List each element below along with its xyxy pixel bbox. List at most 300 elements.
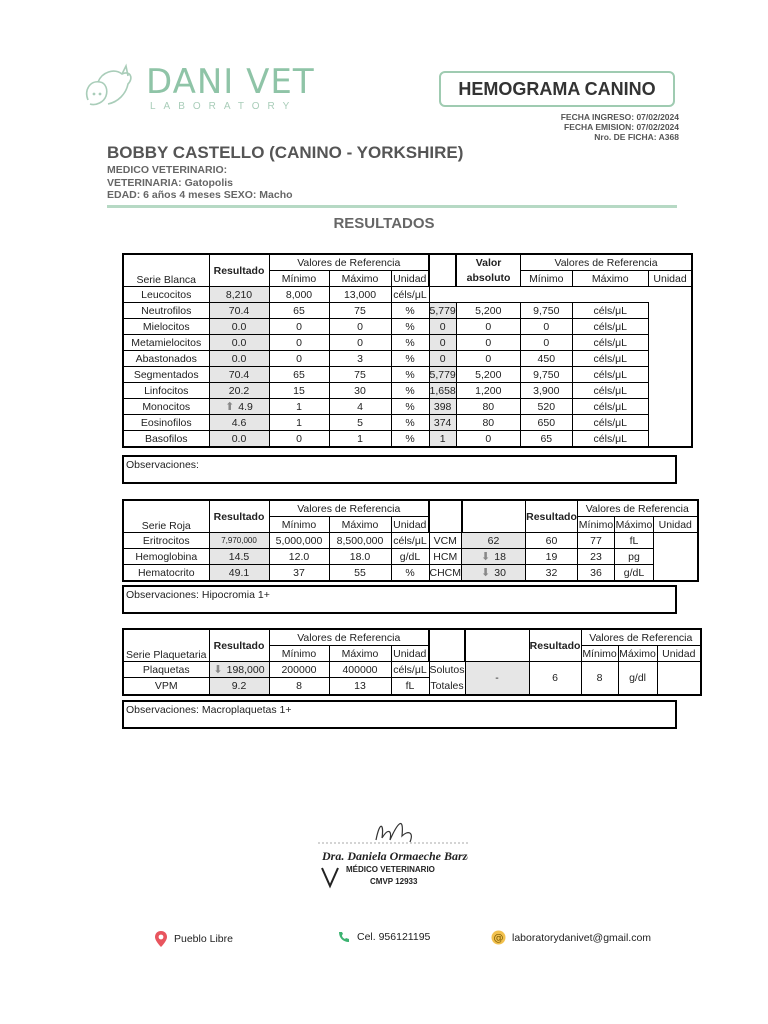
abs-ref-min-value: 80 <box>482 400 495 413</box>
plaq-resultado-header: Resultado <box>209 629 269 662</box>
roja-idx-unidad-header: Unidad <box>654 517 698 533</box>
abs-ref-min-value: 0 <box>485 432 492 445</box>
analyte-name <box>123 287 209 303</box>
ref-max <box>329 367 391 383</box>
unit-value: % <box>405 368 415 381</box>
index-ref-min-value: 19 <box>545 550 558 563</box>
analyte-name-value: Plaquetas <box>142 663 190 676</box>
unit-value: % <box>405 566 415 579</box>
ref-max <box>329 383 391 399</box>
abs-unit-value: céls/μL <box>593 336 628 349</box>
unit <box>391 367 429 383</box>
abs-ref-max <box>520 431 572 448</box>
absolute-value-value: 0 <box>439 320 446 333</box>
valores-ref-abs-header: Valores de Referencia <box>520 254 692 271</box>
ref-min <box>269 287 329 303</box>
abs-ref-min-value: 1,200 <box>475 384 502 397</box>
abs-ref-max <box>520 303 572 319</box>
signature-block <box>318 810 468 890</box>
nro-ficha: Nro. DE FICHA: A368 <box>594 132 679 142</box>
table-row <box>123 319 692 335</box>
roja-idx-valores-ref-header: Valores de Referencia <box>578 500 698 517</box>
table-row <box>123 367 692 383</box>
ref-max <box>329 303 391 319</box>
index-unit-value: g/dL <box>623 566 645 579</box>
ref-min-value: 200000 <box>281 663 317 676</box>
table-row <box>123 351 692 367</box>
abs-unit <box>572 351 648 367</box>
ref-min-value: 8,000 <box>285 288 313 301</box>
analyte-name-value: VPM <box>154 680 178 693</box>
abs-unit-value: céls/μL <box>593 320 628 333</box>
ref-max <box>329 549 391 565</box>
abs-ref-max-value: 3,900 <box>533 384 560 397</box>
index-name <box>429 533 462 549</box>
results-title: RESULTADOS <box>333 215 435 232</box>
abs-unit-value: céls/μL <box>593 384 628 397</box>
index-name <box>429 549 462 565</box>
unit-value: céls/μL <box>393 534 427 547</box>
abs-ref-min <box>456 351 520 367</box>
abs-ref-max-value: 650 <box>537 416 556 429</box>
index-result <box>462 565 526 582</box>
arrow-down-icon: ⬇ <box>481 567 491 579</box>
ref-min <box>269 662 329 678</box>
abs-ref-max <box>520 399 572 415</box>
result-value: 198,000 <box>226 664 265 677</box>
abs-ref-min-value: 5,200 <box>475 368 502 381</box>
resultado-header: Resultado <box>209 254 269 287</box>
abs-unit-value: céls/μL <box>593 416 628 429</box>
result-value: 70.4 <box>228 304 250 317</box>
analyte-name-value: Leucocitos <box>141 288 192 301</box>
solutos-totales-label <box>429 662 465 696</box>
serie-blanca-table <box>122 253 693 448</box>
analyte-name <box>123 399 209 415</box>
result-value: 49.1 <box>228 566 250 579</box>
analyte-name-value: Hemoglobina <box>135 550 198 563</box>
ref-min-value: 5,000,000 <box>275 534 323 547</box>
result <box>209 319 269 335</box>
abs-unit <box>572 431 648 448</box>
ref-max-value: 1 <box>357 432 363 445</box>
ref-max <box>329 319 391 335</box>
ref-min <box>269 335 329 351</box>
email-text[interactable]: laboratorydanivet@gmail.com <box>512 931 652 944</box>
absolute-value-value: 374 <box>433 416 452 429</box>
result-value: 4.9 <box>238 401 253 413</box>
abs-ref-min <box>456 399 520 415</box>
unidad-header: Unidad <box>391 271 429 287</box>
index-result <box>462 549 526 565</box>
valores-ref-header: Valores de Referencia <box>269 254 429 271</box>
index-ref-max <box>578 549 615 565</box>
table-row <box>123 335 692 351</box>
unit <box>391 415 429 431</box>
result-value: 0.0 <box>231 352 247 365</box>
abs-ref-min <box>456 335 520 351</box>
ref-min-value: 65 <box>293 368 305 381</box>
index-ref-min-value: 32 <box>545 566 558 579</box>
footer-email[interactable] <box>491 930 651 945</box>
solutos-ref-max <box>581 662 618 696</box>
solutos-result <box>465 662 529 696</box>
ref-min <box>269 303 329 319</box>
abs-ref-max-value: 520 <box>537 400 556 413</box>
phone-text: Cel. 956121195 <box>357 931 431 943</box>
unit <box>391 303 429 319</box>
maximo-header: Máximo <box>329 271 391 287</box>
index-name-value: HCM <box>433 550 458 563</box>
result-value: 0.0 <box>231 432 247 445</box>
index-unit-value: pg <box>628 550 640 563</box>
footer-location <box>154 930 233 948</box>
abs-unit <box>572 367 648 383</box>
index-result-value: 30 <box>494 567 506 579</box>
solutos-unit <box>618 662 657 696</box>
analyte-name-value: Mielocitos <box>142 320 190 333</box>
plaq-sol-valores-ref-header: Valores de Referencia <box>581 629 701 646</box>
dog-cat-logo-icon <box>80 62 142 120</box>
analyte-name <box>123 662 209 678</box>
absolute-value-value: 0 <box>439 336 446 349</box>
index-unit <box>615 533 654 549</box>
abs-unit <box>572 319 648 335</box>
abs-ref-min <box>456 319 520 335</box>
absolute-value-value: 398 <box>433 400 452 413</box>
index-name-value: CHCM <box>429 566 461 579</box>
ref-max <box>329 351 391 367</box>
ref-min-value: 8 <box>296 680 302 693</box>
ref-min-value: 37 <box>293 566 305 579</box>
abs-ref-min <box>456 431 520 448</box>
valor-header: Valor <box>456 254 520 271</box>
ref-min <box>269 415 329 431</box>
roja-resultado-header: Resultado <box>209 500 269 533</box>
analyte-name-value: Monocitos <box>142 400 191 413</box>
abs-unit <box>572 303 648 319</box>
ref-max-value: 400000 <box>342 663 378 676</box>
roja-minimo-header: Mínimo <box>269 517 329 533</box>
ref-min-value: 1 <box>296 400 302 413</box>
unit <box>391 351 429 367</box>
analyte-name-value: Basofilos <box>144 432 188 445</box>
index-unit <box>615 549 654 565</box>
index-unit-value: fL <box>629 534 639 547</box>
serie-plaquetaria-label: Serie Plaquetaria <box>123 629 209 662</box>
analyte-name <box>123 367 209 383</box>
index-ref-max-value: 23 <box>590 550 602 563</box>
result-value: 4.6 <box>231 416 247 429</box>
arrow-down-icon: ⬇ <box>213 664 223 677</box>
document-title: HEMOGRAMA CANINO <box>439 71 675 107</box>
table-row <box>123 303 692 319</box>
abs-minimo-header: Mínimo <box>520 271 572 287</box>
unit-value: % <box>405 432 415 445</box>
serie-blanca-label: Serie Blanca <box>123 254 209 287</box>
unit-value: % <box>405 320 415 333</box>
unit <box>391 335 429 351</box>
absolute-value-value: 5,779 <box>429 368 456 381</box>
ref-max-value: 55 <box>354 566 366 579</box>
abs-unit-value: céls/μL <box>593 432 628 445</box>
index-result <box>462 533 526 549</box>
abs-ref-min-value: 0 <box>485 352 492 365</box>
abs-ref-max-value: 0 <box>543 320 550 333</box>
result <box>209 367 269 383</box>
abs-unit-value: céls/μL <box>593 400 628 413</box>
analyte-name <box>123 549 209 565</box>
result <box>209 351 269 367</box>
index-ref-min <box>526 565 578 582</box>
abs-ref-min-value: 0 <box>485 320 492 333</box>
table-row <box>123 549 698 565</box>
roja-maximo-header: Máximo <box>329 517 391 533</box>
result-value: 9.2 <box>231 680 247 693</box>
absoluto-header: absoluto <box>456 271 520 287</box>
brand-name: DANI VET <box>146 62 315 102</box>
result <box>209 383 269 399</box>
result-value: 7,970,000 <box>221 536 257 545</box>
empty-cell <box>429 287 648 303</box>
arrow-up-icon: ⬆ <box>225 401 235 413</box>
plaq-unidad-header: Unidad <box>391 646 429 662</box>
absolute-value <box>429 367 456 383</box>
absolute-value-value: 1,658 <box>429 384 456 397</box>
table-row <box>123 383 692 399</box>
ref-max <box>329 565 391 582</box>
analyte-name-value: Eosinofilos <box>140 416 192 429</box>
result-value: 8,210 <box>225 288 253 301</box>
roja-idx-maximo-header: Máximo <box>615 518 653 531</box>
index-name <box>429 565 462 582</box>
index-ref-max <box>578 533 615 549</box>
unit <box>391 533 429 549</box>
index-ref-min-value: 60 <box>545 534 558 547</box>
unit-value: % <box>405 336 415 349</box>
ref-max-value: 13,000 <box>343 288 377 301</box>
ref-max <box>329 335 391 351</box>
ref-min-value: 15 <box>293 384 305 397</box>
unit-value: % <box>405 416 415 429</box>
abs-ref-min-value: 0 <box>485 336 492 349</box>
analyte-name <box>123 319 209 335</box>
plaq-maximo-header: Máximo <box>329 646 391 662</box>
unit-value: % <box>405 304 415 317</box>
plaq-sol-maximo-header: Máximo <box>619 647 656 660</box>
absolute-value <box>429 319 456 335</box>
plaq-sol-resultado-header: Resultado <box>529 629 581 662</box>
unit <box>391 319 429 335</box>
ref-max-value: 3 <box>357 352 363 365</box>
abs-ref-min <box>456 383 520 399</box>
roja-idx-resultado-header: Resultado <box>526 500 578 533</box>
abs-unidad-header: Unidad <box>648 271 692 287</box>
ref-max <box>329 415 391 431</box>
table-row <box>123 565 698 582</box>
solutos-line1: Solutos <box>429 664 465 676</box>
solutos-ref-min <box>529 662 581 696</box>
abs-ref-max <box>520 319 572 335</box>
abs-ref-min <box>456 367 520 383</box>
absolute-value-value: 1 <box>439 432 446 445</box>
analyte-name <box>123 383 209 399</box>
abs-ref-max-value: 65 <box>540 432 553 445</box>
plaq-minimo-header: Mínimo <box>269 646 329 662</box>
abs-unit <box>572 415 648 431</box>
abs-unit <box>572 335 648 351</box>
abs-ref-min-value: 80 <box>482 416 495 429</box>
serie-roja-label: Serie Roja <box>123 500 209 533</box>
solutos-ref-min-value: 6 <box>552 672 558 684</box>
phone-icon <box>337 930 351 944</box>
ref-max-value: 5 <box>357 416 363 429</box>
serie-roja-table <box>122 499 699 582</box>
fecha-ingreso: FECHA INGRESO: 07/02/2024 <box>560 112 679 122</box>
ref-max-value: 8,500,000 <box>336 534 384 547</box>
index-unit <box>615 565 654 582</box>
table-row <box>123 662 701 678</box>
ref-min <box>269 678 329 695</box>
result-value: 20.2 <box>228 384 250 397</box>
analyte-name-value: Linfocitos <box>144 384 189 397</box>
abs-unit <box>572 383 648 399</box>
analyte-name <box>123 335 209 351</box>
abs-ref-max <box>520 383 572 399</box>
ref-min-value: 1 <box>296 416 302 429</box>
ref-max-value: 75 <box>354 368 366 381</box>
analyte-name <box>123 431 209 448</box>
ref-max <box>329 431 391 448</box>
ref-max-value: 0 <box>357 320 363 333</box>
abs-ref-min <box>456 303 520 319</box>
serie-plaquetaria-table <box>122 628 702 696</box>
plaq-sol-unidad-header: Unidad <box>657 646 701 662</box>
roja-valores-ref-header: Valores de Referencia <box>269 500 429 517</box>
index-name-value: VCM <box>433 534 457 547</box>
result <box>209 399 269 415</box>
ref-min-value: 12.0 <box>288 550 310 563</box>
ref-max-value: 30 <box>354 384 366 397</box>
svg-text:@: @ <box>493 933 504 944</box>
unit-value: céls/μL <box>393 288 427 301</box>
index-ref-min <box>526 533 578 549</box>
ref-min <box>269 399 329 415</box>
plaq-observaciones: Observaciones: Macroplaquetas 1+ <box>122 700 677 729</box>
edad-sexo: EDAD: 6 años 4 meses SEXO: Macho <box>107 189 293 201</box>
unit <box>391 662 429 678</box>
table-row <box>123 415 692 431</box>
abs-ref-min-value: 5,200 <box>475 304 502 317</box>
analyte-name <box>123 351 209 367</box>
meta-block <box>561 112 679 142</box>
result-value: 14.5 <box>228 550 250 563</box>
absolute-value-value: 5,779 <box>429 304 456 317</box>
analyte-name <box>123 415 209 431</box>
result <box>209 549 269 565</box>
absolute-value <box>429 303 456 319</box>
abs-ref-max-value: 9,750 <box>533 304 560 317</box>
abs-unit-value: céls/μL <box>593 304 628 317</box>
location-pin-icon <box>154 930 168 948</box>
minimo-header: Mínimo <box>269 271 329 287</box>
analyte-name <box>123 565 209 582</box>
footer-phone <box>337 930 430 944</box>
result-value: 0.0 <box>231 336 247 349</box>
result <box>209 565 269 582</box>
unit <box>391 565 429 582</box>
solutos-ref-max-value: 8 <box>596 672 603 684</box>
abs-ref-max-value: 450 <box>537 352 556 365</box>
ref-max-value: 4 <box>357 400 363 413</box>
analyte-name <box>123 303 209 319</box>
header-divider <box>107 205 677 208</box>
ref-max <box>329 662 391 678</box>
ref-min <box>269 549 329 565</box>
solutos-result-value: - <box>495 672 499 684</box>
ref-min-value: 0 <box>296 336 302 349</box>
ref-min <box>269 383 329 399</box>
table-row <box>123 533 698 549</box>
result <box>209 335 269 351</box>
ref-min-value: 0 <box>296 320 302 333</box>
ref-min <box>269 533 329 549</box>
index-ref-max <box>578 565 615 582</box>
signature-title: MÉDICO VETERINARIO <box>346 865 435 874</box>
ref-max-value: 13 <box>354 680 366 693</box>
result <box>209 303 269 319</box>
result <box>209 431 269 448</box>
ref-max-value: 75 <box>354 304 366 317</box>
index-ref-max-value: 77 <box>590 534 602 547</box>
abs-unit-value: céls/μL <box>593 352 628 365</box>
absolute-value <box>429 351 456 367</box>
absolute-value <box>429 383 456 399</box>
index-ref-max-value: 36 <box>590 566 602 579</box>
abs-ref-max <box>520 415 572 431</box>
analyte-name <box>123 533 209 549</box>
abs-ref-max <box>520 351 572 367</box>
roja-idx-minimo-header: Mínimo <box>578 518 614 531</box>
table-row <box>123 431 692 448</box>
analyte-name-value: Eritrocitos <box>142 534 190 547</box>
ref-max-value: 0 <box>357 336 363 349</box>
fecha-emision: FECHA EMISION: 07/02/2024 <box>564 122 679 132</box>
abs-ref-min <box>456 415 520 431</box>
analyte-name <box>123 678 209 695</box>
absolute-value <box>429 335 456 351</box>
abs-ref-max-value: 9,750 <box>533 368 560 381</box>
result <box>209 415 269 431</box>
analyte-name-value: Neutrofilos <box>141 304 192 317</box>
analyte-name-value: Abastonados <box>135 352 197 365</box>
ref-min <box>269 351 329 367</box>
veterinaria: VETERINARIA: Gatopolis <box>107 176 234 189</box>
ref-max <box>329 678 391 695</box>
roja-observaciones: Observaciones: Hipocromia 1+ <box>122 585 677 614</box>
plaq-valores-ref-header: Valores de Referencia <box>269 629 429 646</box>
brand-subtitle: LABORATORY <box>150 101 298 112</box>
unit-value: % <box>405 352 415 365</box>
ref-min-value: 0 <box>296 352 302 365</box>
unit <box>391 678 429 695</box>
table-row <box>123 287 692 303</box>
patient-name: BOBBY CASTELLO (CANINO - YORKSHIRE) <box>107 143 464 162</box>
signature-name: Dra. Daniela Ormaeche Barzola <box>322 849 468 863</box>
absolute-value <box>429 415 456 431</box>
analyte-name-value: Segmentados <box>133 368 199 381</box>
unit-value: fL <box>405 680 415 693</box>
